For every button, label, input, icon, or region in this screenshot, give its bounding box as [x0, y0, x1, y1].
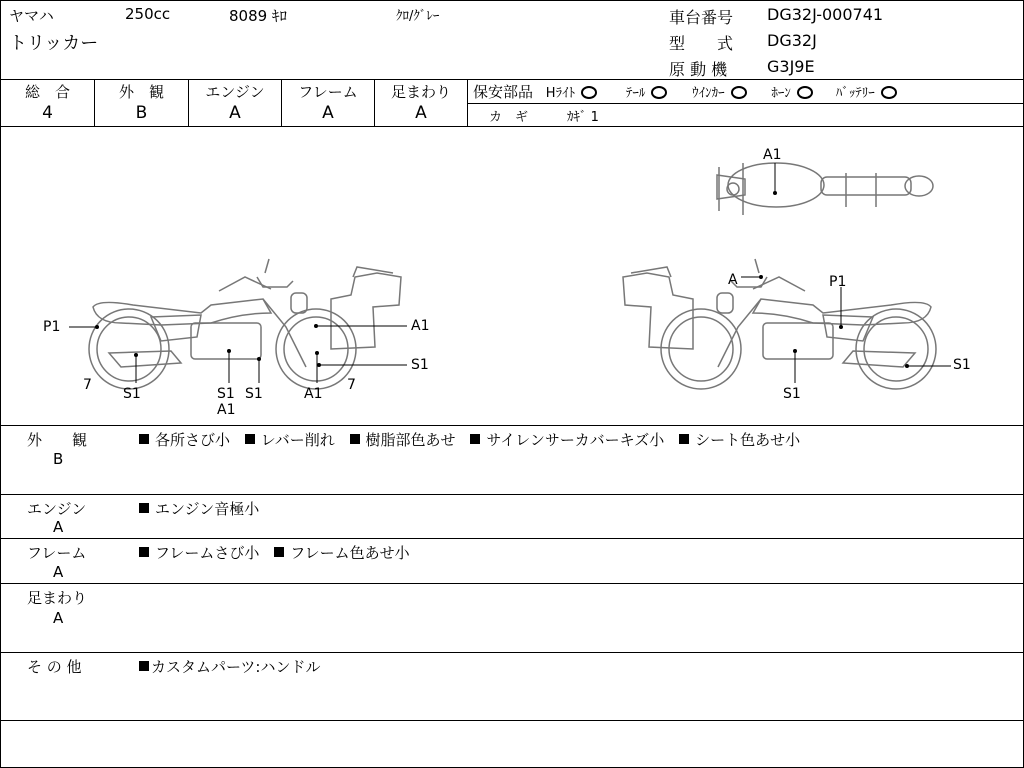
- label-a-handle: A: [728, 272, 738, 288]
- notes-grade-engine: A: [53, 518, 64, 536]
- bullet-square-icon: [245, 434, 255, 444]
- label-p1-right: P1: [829, 274, 847, 290]
- type-value: DG32J: [767, 31, 817, 50]
- label-seven-rear: 7: [347, 377, 356, 393]
- engine-label: 原 動 機: [669, 60, 728, 79]
- notes-items-engine: エンジン音極小: [139, 498, 259, 519]
- grade-label-frame: フレーム: [298, 83, 358, 101]
- label-s1-right: S1: [411, 357, 429, 373]
- key-value: ｶｷﾞ 1: [567, 110, 599, 125]
- bike-top-view: [717, 163, 933, 215]
- note-item: 樹脂部色あせ: [350, 431, 456, 449]
- note-item: シート色あせ小: [679, 431, 800, 449]
- ok-circle-icon: [797, 86, 813, 99]
- notes-grade-exterior: B: [53, 450, 64, 468]
- grade-value-suspension: A: [415, 103, 427, 123]
- note-item: サイレンサーカバーキズ小: [470, 431, 664, 449]
- notes-items-exterior: [139, 429, 810, 450]
- grade-label-overall: 総 合: [24, 83, 70, 101]
- notes-label-exterior: 外 観: [27, 431, 88, 449]
- mileage: 8089 ｷﾛ: [229, 7, 287, 25]
- ok-circle-icon: [731, 86, 747, 99]
- notes-label-engine: エンジン: [27, 500, 87, 518]
- label-a1-right: A1: [411, 318, 430, 334]
- label-s1-engine: S1: [783, 386, 801, 402]
- note-item: レバー削れ: [245, 431, 335, 449]
- bullet-square-icon: [274, 547, 284, 557]
- damage-diagram: [1, 127, 1023, 425]
- bullet-square-icon: [139, 661, 149, 671]
- safety-item-tail: ﾃｰﾙ: [626, 86, 668, 101]
- notes-label-other: そ の 他: [27, 658, 82, 676]
- note-item: 各所さび小: [139, 431, 230, 449]
- grade-label-suspension: 足まわり: [390, 83, 451, 101]
- bike-right-side-view: [623, 259, 936, 389]
- ok-circle-icon: [651, 86, 667, 99]
- bullet-square-icon: [139, 547, 149, 557]
- bullet-square-icon: [139, 434, 149, 444]
- ok-circle-icon: [581, 86, 597, 99]
- maker: ヤマハ: [9, 7, 54, 25]
- label-s1-side: S1: [245, 386, 263, 402]
- model-name: トリッカー: [9, 33, 99, 54]
- frame-no: DG32J-000741: [767, 5, 884, 24]
- label-a1-fork: A1: [304, 386, 323, 402]
- grade-value-frame: A: [322, 103, 334, 123]
- notes-label-suspension: 足まわり: [27, 589, 88, 607]
- label-seven-front: 7: [83, 377, 92, 393]
- bullet-square-icon: [350, 434, 360, 444]
- grade-label-engine: エンジン: [205, 83, 265, 101]
- frame-no-label: 車台番号: [669, 8, 734, 27]
- bullet-square-icon: [470, 434, 480, 444]
- notes-grade-frame: A: [53, 563, 64, 581]
- key-label: カ ギ: [489, 110, 529, 125]
- label-a1-center: A1: [217, 402, 236, 418]
- safety-item-headlight: Hﾗｲﾄ: [546, 86, 597, 101]
- label-a1-top: A1: [763, 147, 782, 163]
- grade-value-overall: 4: [42, 103, 53, 123]
- label-s1-center: S1: [217, 386, 235, 402]
- type-label: 型 式: [669, 34, 734, 53]
- engine-value: G3J9E: [767, 57, 815, 76]
- safety-item-winker: ｳｲﾝｶｰ: [692, 86, 747, 101]
- notes-items-other: カスタムパーツ:ハンドル: [139, 656, 320, 677]
- color: ｸﾛ/ｸﾞﾚｰ: [396, 9, 440, 24]
- label-p1-left: P1: [43, 319, 61, 335]
- bullet-square-icon: [679, 434, 689, 444]
- bullet-square-icon: [139, 503, 149, 513]
- notes-grade-suspension: A: [53, 609, 64, 627]
- displacement: 250cc: [125, 5, 171, 23]
- grade-value-engine: A: [229, 103, 241, 123]
- notes-label-frame: フレーム: [27, 544, 87, 562]
- safety-title: 保安部品: [473, 83, 534, 101]
- ok-circle-icon: [881, 86, 897, 99]
- safety-parts-row: [473, 81, 897, 102]
- notes-items-frame: フレームさび小 フレーム色あせ小: [139, 542, 420, 563]
- label-s1-muffler: S1: [123, 386, 141, 402]
- label-s1-rear: S1: [953, 357, 971, 373]
- safety-item-horn: ﾎｰﾝ: [771, 86, 813, 101]
- grade-value-exterior: B: [135, 103, 148, 123]
- safety-item-battery: ﾊﾞｯﾃﾘｰ: [836, 86, 897, 101]
- grade-label-exterior: 外 観: [118, 83, 164, 101]
